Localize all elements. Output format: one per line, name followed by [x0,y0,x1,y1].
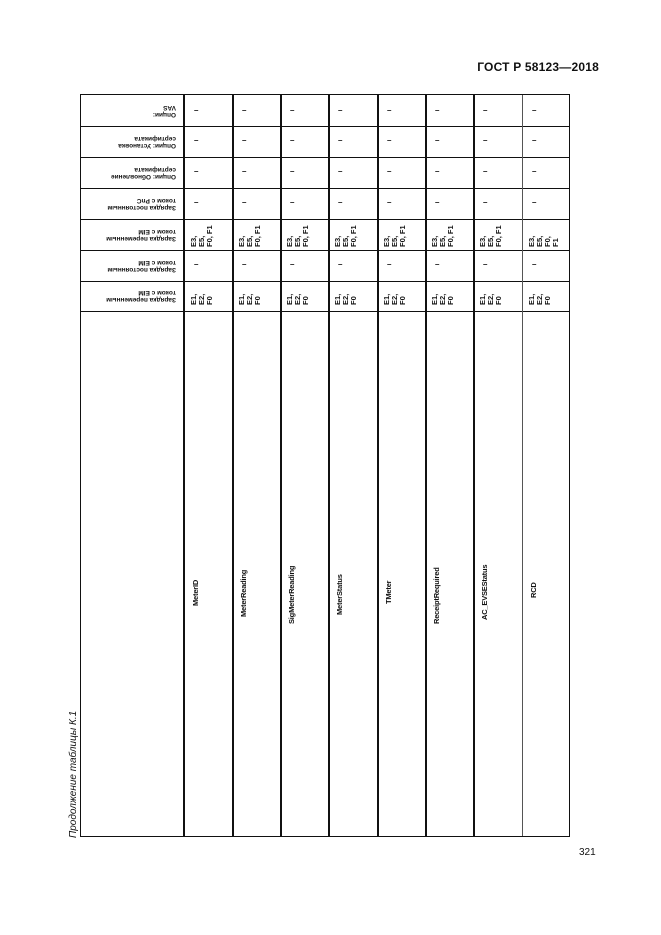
cell-install-cert: – [435,136,440,145]
header-install-cert: Опции: Установка сертификата [117,134,176,149]
cell-install-cert: – [242,136,247,145]
cell-dc-charge-eim: – [242,260,247,269]
cell-vas: – [242,106,247,115]
cell-dc-charge-eim: – [483,260,488,269]
cell-dc-charge-eim: – [532,260,537,269]
cell-ac-charge-pnc: E3, E5, F0, F1 [478,225,503,247]
cell-install-cert: – [532,136,537,145]
table-continuation-caption: Продолжение таблицы К.1 [68,710,79,838]
parameter-name: MeterReading [239,570,248,618]
cell-dc-charge-pnc: – [338,198,343,207]
column-divider [522,95,523,836]
cell-ac-charge-eim: E1, E2, F0 [478,293,503,305]
cell-dc-charge-eim: – [290,260,295,269]
cell-update-cert: – [338,167,343,176]
cell-install-cert: – [194,136,199,145]
cell-install-cert: – [483,136,488,145]
cell-ac-charge-eim: E1, E2, F0 [382,293,407,305]
cell-dc-charge-pnc: – [435,198,440,207]
cell-install-cert: – [387,136,392,145]
column-divider [473,95,475,836]
header-dc-charge-eim: Зарядка постоянным током с EIM [106,258,176,273]
cell-vas: – [338,106,343,115]
cell-dc-charge-eim: – [338,260,343,269]
header-vas: Опции: VAS [152,103,176,118]
document-header: ГОСТ Р 58123—2018 [477,60,599,74]
cell-ac-charge-pnc: E3, E5, F0, F1 [430,225,455,247]
parameter-name: MeterID [191,580,200,607]
cell-dc-charge-pnc: – [483,198,488,207]
parameter-name: RCD [529,581,538,598]
cell-ac-charge-eim: E1, E2, F0 [333,293,358,305]
cell-dc-charge-eim: – [387,260,392,269]
cell-install-cert: – [290,136,295,145]
parameter-name: SigMeterReading [287,565,296,624]
cell-update-cert: – [483,167,488,176]
cell-ac-charge-pnc: E3, E5, F0, F1 [237,225,262,247]
cell-update-cert: – [194,167,199,176]
row-divider [81,311,569,312]
page-number: 321 [579,847,596,858]
cell-vas: – [194,106,199,115]
cell-ac-charge-pnc: E3, E5, F0, F1 [285,225,310,247]
cell-ac-charge-eim: E1, E2, F0 [527,293,552,305]
cell-ac-charge-eim: E1, E2, F0 [430,293,455,305]
cell-dc-charge-pnc: – [387,198,392,207]
column-divider [280,95,282,836]
column-divider [377,95,379,836]
specification-table [80,94,570,837]
column-divider [425,95,427,836]
cell-vas: – [483,106,488,115]
cell-dc-charge-pnc: – [290,198,295,207]
parameter-name: MeterStatus [335,574,344,616]
cell-ac-charge-eim: E1, E2, F0 [285,293,310,305]
cell-ac-charge-pnc: E3, E5, F0, F1 [527,235,560,247]
cell-vas: – [532,106,537,115]
cell-vas: – [435,106,440,115]
cell-update-cert: – [387,167,392,176]
cell-dc-charge-pnc: – [194,198,199,207]
column-divider [328,95,330,836]
header-ac-charge-eim: Зарядка переменным током с EIM [105,289,176,303]
cell-ac-charge-pnc: E3, E5, F0, F1 [382,225,407,247]
parameter-name: TMeter [384,580,393,605]
cell-vas: – [387,106,392,115]
cell-ac-charge-eim: E1, E2, F0 [237,293,262,305]
cell-ac-charge-pnc: E3, E5, F0, F1 [189,225,214,247]
header-ac-charge-pnc: Зарядка переменным током с EIM [105,227,176,242]
cell-dc-charge-pnc: – [532,198,537,207]
header-dc-charge-pnc: Зарядка постоянным током с PnC [106,196,176,211]
cell-update-cert: – [242,167,247,176]
cell-install-cert: – [338,136,343,145]
cell-dc-charge-eim: – [194,260,199,269]
parameter-name: AC_EVSEStatus [480,564,489,620]
cell-dc-charge-eim: – [435,260,440,269]
cell-update-cert: – [532,167,537,176]
column-divider [232,95,234,836]
header-update-cert: Опции: Обновление сертификата [110,165,176,180]
cell-ac-charge-pnc: E3, E5, F0, F1 [333,225,358,247]
cell-ac-charge-eim: E1, E2, F0 [189,293,214,305]
cell-update-cert: – [290,167,295,176]
cell-update-cert: – [435,167,440,176]
cell-dc-charge-pnc: – [242,198,247,207]
cell-vas: – [290,106,295,115]
parameter-name: ReceiptRequired [432,567,441,624]
